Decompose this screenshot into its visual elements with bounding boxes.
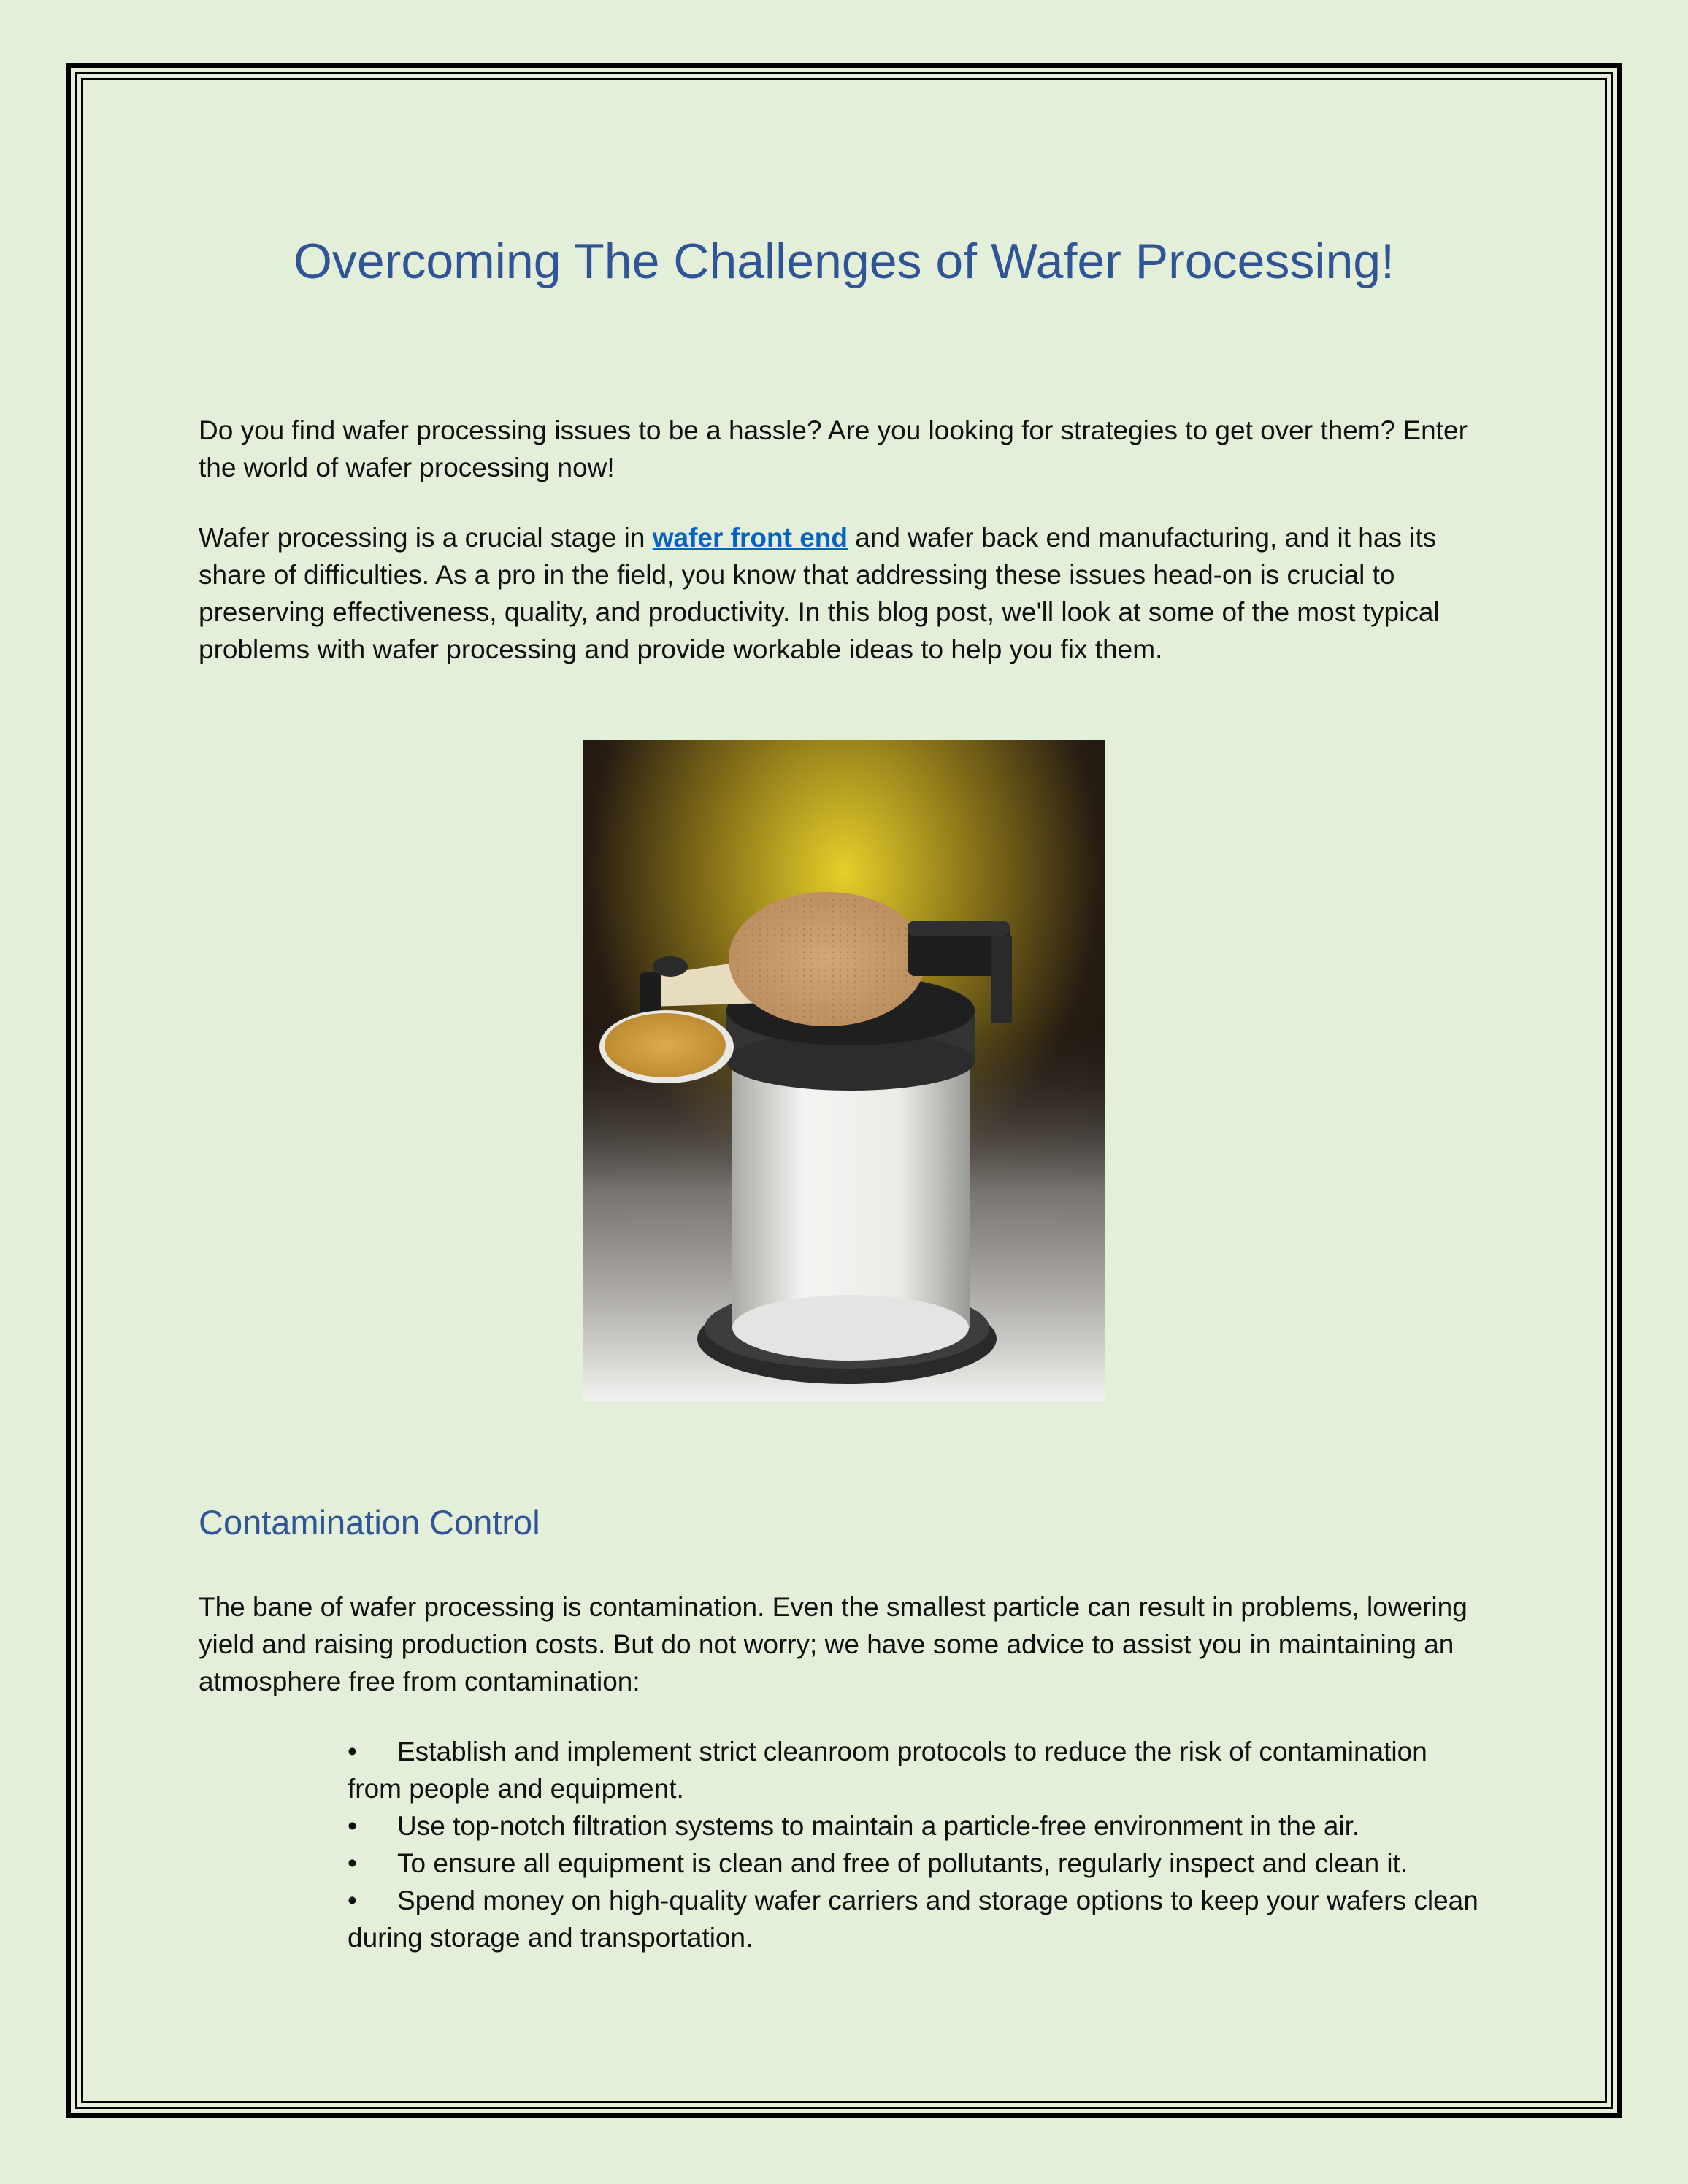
intro-paragraph: Do you find wafer processing issues to be a hassle? Are you looking for strategies to get over them? Enter the world of wafer processing now! — [199, 415, 1468, 482]
document-title: Overcoming The Challenges of Wafer Processing! — [293, 234, 1395, 289]
bullet-icon: • — [348, 1885, 357, 1915]
list-item-text: To ensure all equipment is clean and free of pollutants, regularly inspect and clean it. — [397, 1848, 1408, 1878]
paragraph-text-before-link: Wafer processing is a crucial stage in — [199, 523, 653, 553]
list-item-text: Spend money on high-quality wafer carriers and storage options to keep your wafers clean during storage and transportation. — [348, 1885, 1478, 1953]
contamination-tips-list — [348, 1733, 1486, 1956]
bullet-icon: • — [348, 1737, 357, 1766]
section-heading-contamination-control: Contamination Control — [199, 1503, 540, 1542]
list-item — [348, 1733, 1486, 1807]
paragraph-text-after-link: and wafer back end manufacturing, and it has its share of difficulties. As a pro in the field, you know that addressing these issues head-on is crucial to preserving effectiveness, quality, and productivity. In this blog post, we'll look at some of the most typical problems with wafer processing and provide workable ideas to help you fix them. — [199, 523, 1440, 664]
wafer-processing-machine-image — [583, 740, 1105, 1401]
list-item-text: Use top-notch filtration systems to maintain a particle-free environment in the air. — [397, 1811, 1360, 1841]
paragraph-wafer-processing — [199, 519, 1484, 668]
list-item — [348, 1807, 1486, 1845]
bullet-icon: • — [348, 1848, 357, 1878]
list-item-text: Establish and implement strict cleanroom protocols to reduce the risk of contamination from people and equipment. — [348, 1737, 1427, 1804]
wafer-front-end-link[interactable]: wafer front end — [652, 523, 848, 553]
contamination-paragraph: The bane of wafer processing is contamination. Even the smallest particle can result in problems, lowering yield and raising production costs. But do not worry; we have some advice to assist you in maintaining an atmosphere free from contamination: — [199, 1592, 1468, 1696]
list-item — [348, 1882, 1486, 1956]
list-item — [348, 1845, 1486, 1882]
bullet-icon: • — [348, 1811, 357, 1841]
